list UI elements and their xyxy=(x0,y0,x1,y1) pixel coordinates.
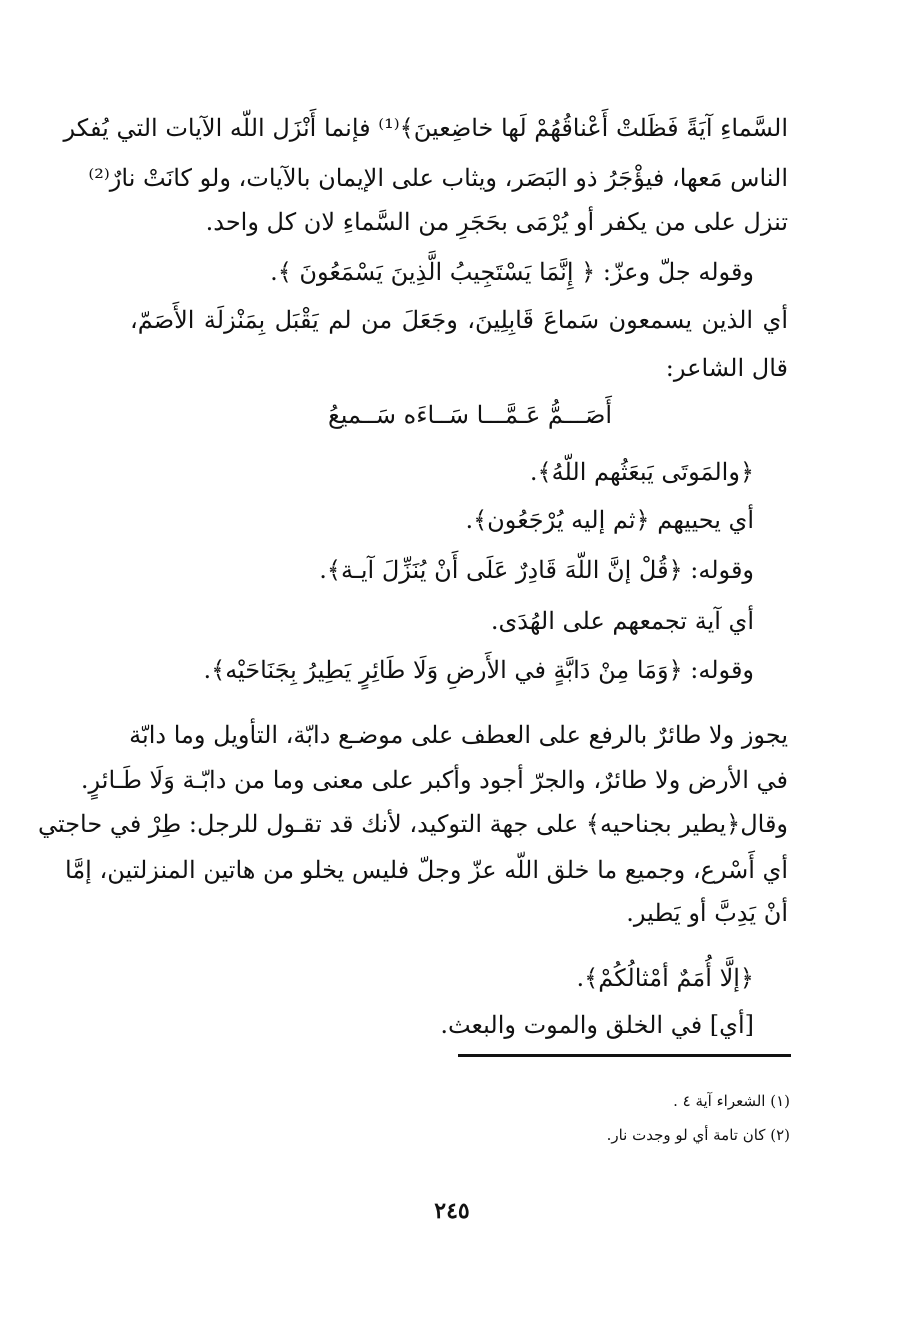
text-line: ﴿إلَّا أُمَمٌ أمْثالُكُمْ﴾. xyxy=(576,964,754,992)
text-line: وقوله: ﴿وَمَا مِنْ دَابَّةٍ في الأَرضِ وَلَا طَائِرٍ يَطِيرُ بِجَنَاحَيْه﴾. xyxy=(203,656,754,684)
text-line: أنْ يَدِبَّ أو يَطير. xyxy=(626,899,788,927)
page-number: ٢٤٥ xyxy=(434,1198,470,1224)
text-line: أي آية تجمعهم على الهُدَى. xyxy=(490,607,754,635)
footnote: (٢) كان تامة أي لو وجدت نار. xyxy=(606,1126,790,1144)
text-line: وقوله جلّ وعزّ: ﴿ إِنَّمَا يَسْتَجِيبُ الَّذِينَ يَسْمَعُونَ ﴾. xyxy=(270,258,754,286)
text-line: ﴿والمَوتَى يَبعَثُهم اللّهُ﴾. xyxy=(529,458,754,486)
text-line: [أي] في الخلق والموت والبعث. xyxy=(440,1011,754,1039)
text-line: أي أَسْرع، وجميع ما خلق اللّه عزّ وجلّ فليس يخلو من هاتين المنزلتين، إمَّا xyxy=(65,856,788,884)
text-line: قال الشاعر: xyxy=(665,354,788,382)
footnote-separator xyxy=(458,1054,791,1057)
footnote: (١) الشعراء آية ٤ . xyxy=(673,1092,790,1110)
text-line: الناس مَعها، فيؤْجَرُ ذو البَصَر، ويثاب على الإيمان بالآيات، ولو كانَتْ نارٌ⁽²⁾ xyxy=(88,164,788,192)
text-line: تنزل على من يكفر أو يُرْمَى بحَجَرِ من السَّماءِ لان كل واحد. xyxy=(205,208,788,236)
text-line: وقال﴿يطير بجناحيه﴾ على جهة التوكيد، لأنك قد تقـول للرجل: طِرْ في حاجتي xyxy=(37,810,788,838)
text-line: وقوله: ﴿قُلْ إنَّ اللّهَ قَادِرٌ عَلَى أَنْ يُنَزِّلَ آيـة﴾. xyxy=(319,556,754,584)
poetry-verse: أَصَـــمُّ عَـمَّـــا سَــاءَه سَــميعُ xyxy=(327,401,613,429)
text-line: السَّماءِ آيَةً فَظَلتْ أَعْناقُهُمْ لَها خاضِعينَ﴾⁽¹⁾ فإنما أَنْزَل اللّه الآيات التي يُفكر xyxy=(63,114,788,142)
text-line: يجوز ولا طائرٌ بالرفع على العطف على موضـع دابّة، التأويل وما دابّة xyxy=(129,721,788,749)
text-line: أي يحييهم ﴿ثم إليه يُرْجَعُون﴾. xyxy=(465,506,754,534)
text-line: أي الذين يسمعون سَماعَ قَابِلِينَ، وجَعَلَ من لم يَقْبَل بِمَنْزلَة الأَصَمّ، xyxy=(130,306,788,334)
text-line: في الأرض ولا طائرٌ، والجرّ أجود وأكبر على معنى وما من دابّـة وَلَا طَـائرٍ. xyxy=(80,766,788,794)
